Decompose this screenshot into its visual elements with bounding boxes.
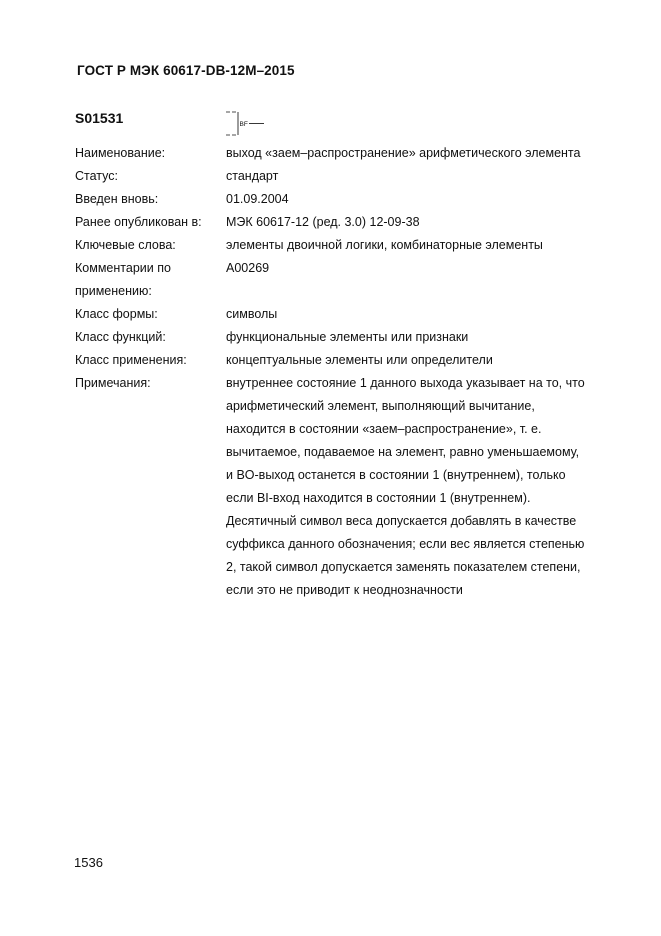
row-published — [75, 211, 635, 234]
value-keywords: элементы двоичной логики, комбинаторные элементы — [226, 238, 543, 252]
value-form-class: символы — [226, 307, 278, 321]
notes-line: суффикса данного обозначения; если вес является степенью — [226, 537, 585, 551]
notes-line: арифметический элемент, выполняющий вычитание, — [226, 399, 535, 413]
page-number: 1536 — [74, 855, 103, 870]
row-application-class — [75, 349, 635, 372]
value-status: стандарт — [226, 169, 279, 183]
notes-line: внутреннее состояние 1 данного выхода указывает на то, что — [226, 376, 585, 390]
notes-line: если это не приводит к неоднозначности — [226, 583, 463, 597]
value-introduced: 01.09.2004 — [226, 192, 289, 206]
borrow-propagate-output-symbol — [224, 108, 274, 138]
label-published: Ранее опубликован в: — [75, 215, 202, 229]
label-function-class: Класс функций: — [75, 330, 166, 344]
value-notes — [226, 372, 635, 602]
label-comments-line-1: Комментарии по — [75, 261, 171, 275]
label-status: Статус: — [75, 169, 118, 183]
row-form-class — [75, 303, 635, 326]
label-name: Наименование: — [75, 146, 166, 160]
value-application-class: концептуальные элементы или определители — [226, 353, 493, 367]
label-notes: Примечания: — [75, 376, 151, 390]
label-introduced: Введен вновь: — [75, 192, 159, 206]
attribute-table — [75, 142, 635, 602]
row-keywords — [75, 234, 635, 257]
value-published: МЭК 60617-12 (ред. 3.0) 12-09-38 — [226, 215, 420, 229]
label-application-class: Класс применения: — [75, 353, 187, 367]
notes-line: вычитаемое, подаваемое на элемент, равно уменьшаемому, — [226, 445, 580, 459]
label-comments-line-2: применению: — [75, 284, 152, 298]
notes-line: 2, такой символ допускается заменять показателем степени, — [226, 560, 581, 574]
row-function-class — [75, 326, 635, 349]
row-comments — [75, 257, 635, 303]
row-status — [75, 165, 635, 188]
row-name — [75, 142, 635, 165]
value-function-class: функциональные элементы или признаки — [226, 330, 469, 344]
value-name: выход «заем–распространение» арифметического элемента — [226, 146, 581, 160]
entry-code: S01531 — [75, 110, 124, 126]
value-comments: А00269 — [226, 261, 270, 275]
label-comments — [75, 257, 226, 303]
row-introduced — [75, 188, 635, 211]
row-notes — [75, 372, 635, 602]
notes-line: находится в состоянии «заем–распространение», т. е. — [226, 422, 542, 436]
symbol-label: BF — [239, 121, 248, 128]
standard-title: ГОСТ Р МЭК 60617-DB-12M–2015 — [77, 63, 295, 78]
notes-line: и BO-выход останется в состоянии 1 (внутреннем), только — [226, 468, 566, 482]
label-form-class: Класс формы: — [75, 307, 158, 321]
label-keywords: Ключевые слова: — [75, 238, 176, 252]
notes-line: Десятичный символ веса допускается добавлять в качестве — [226, 514, 577, 528]
notes-line: если BI-вход находится в состоянии 1 (внутреннем). — [226, 491, 531, 505]
